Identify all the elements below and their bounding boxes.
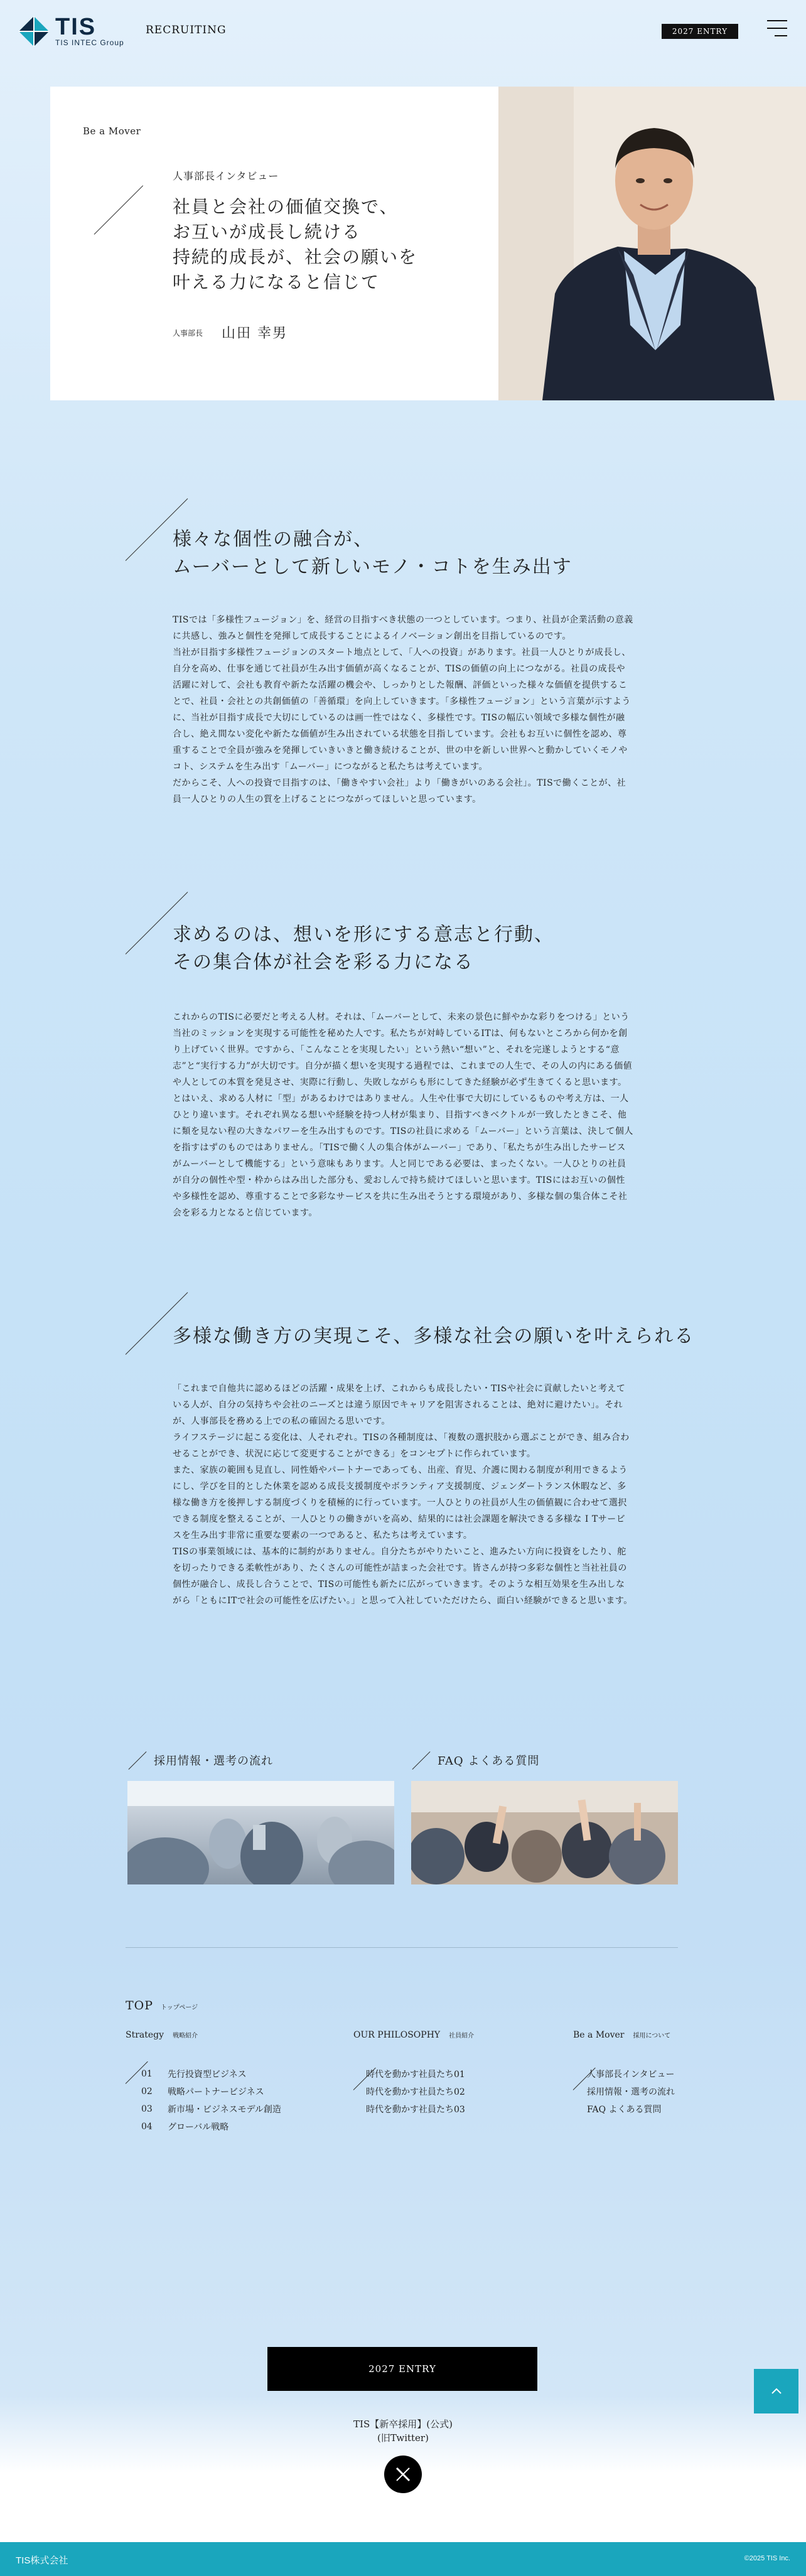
twitter-label-line: TIS【新卒採用】(公式) [353,2418,453,2430]
section-title-line: ムーバーとして新しいモノ・コトを生み出す [173,556,572,578]
footer-nav-philosophy[interactable] [353,2030,474,2040]
paragraph: 当社が目指す多様性フュージョンのスタート地点として、「人への投資」があります。社員一人ひとりが成長し、自分を高め、仕事を通じて社員が生み出す価値が高くなることが、TISの価値の向上につながる。社員の成長や活躍に対して、会社も教育や新たな活躍の機会や、しっかりとした報酬、評価といった様々な価値を提供することで、社員・会社との共創価値の「善循環」を向上していきます。「多様性フュージョン」という言葉が示すように、当社が目指す成長で大切にしているのは画一性ではなく、多様性です。TISの幅広い領域で多様な個性が融合し、絶え間ない変化や新たな価値が生み出されている状態を目指しています。会社もお互いに個性を認め、尊重することで全員が強みを発揮していきいきと働き続けることが、世の中を新しい世界へと動かしていくモノやコト、システムを生み出す「ムーバー」につながると私たちは考えています。 [173,648,631,772]
footer [0,2542,806,2576]
nav-strategy-label: Strategy [126,2030,164,2040]
section-body [173,612,634,808]
nav-item-num: 03 [141,2104,153,2114]
divider [126,1947,678,1948]
nav-mover-label: Be a Mover [573,2030,625,2040]
footer-nav-top[interactable] [126,1999,198,2012]
hero-title-line: 社員と会社の価値交換で、 [173,196,399,217]
section-body [173,1381,634,1609]
logo-text: TIS [55,14,97,40]
tis-logo-icon [18,15,50,48]
footer-nav-strategy[interactable] [126,2030,198,2040]
mover-list [587,2065,675,2118]
nav-strategy-sub: 戦略紹介 [173,2033,198,2039]
nav-top-sub: トップページ [161,2004,198,2011]
paragraph: TISの事業領域には、基本的に制約がありません。自分たちがやりたいこと、進みたい方向に投資をしたり、舵を切ったりできる柔軟性があり、たくさんの可能性が詰まった会社です。皆さんが持つ多彩な個性と当社社員の個性が融合し、成長し合うことで、TISの可能性も新たに広がっていきます。そのような相互効果を生み出しながら「ともにITで社会の可能性を広げたい。」と思って入社していただけたら、面白い経験ができると思います。 [173,1547,633,1606]
card-label: FAQ よくある質問 [438,1755,540,1768]
twitter-label-line: (旧Twitter) [377,2432,429,2444]
section-title-line: 多様な働き方の実現こそ、多様な社会の願いを叶えられる [173,1325,695,1347]
card-image [411,1781,678,1884]
paragraph: また、家族の範囲も見直し、同性婚やパートナーであっても、出産、育児、介護に関わる制度が利用できるようにし、学びを目的とした休業を認める成長支援制度やボランティア支援制度、ジェンダートランス休暇など、多様な働き方を後押しする制度づくりを積極的に行っています。一人ひとりの社員が人生の価値観に合わせて選択できる制度を整えることが、一人ひとりの働きがいを高め、結果的には社会課題を解決できる多様な I Tサービスを生み出す非常に重要な要素の一つであると、私たちは考えています。 [173,1465,628,1541]
card-faq[interactable] [411,1751,678,1884]
nav-item[interactable] [141,2118,281,2135]
tis-logo[interactable] [18,15,124,48]
nav-item-label: 先行投資型ビジネス [168,2070,247,2080]
recruiting-label[interactable]: RECRUITING [146,24,227,36]
nav-mover-sub: 採用について [633,2033,671,2039]
hero-title-line: 叶える力になると信じて [173,272,380,292]
card-recruitment-flow[interactable] [127,1751,394,1884]
slash-decoration [412,1751,431,1770]
hero-name: 山田 幸男 [222,326,287,341]
entry-button-header[interactable]: 2027 ENTRY [662,24,738,39]
hero-tag: Be a Mover [83,126,141,137]
nav-item[interactable]: 採用情報・選考の流れ [587,2087,675,2097]
twitter-label[interactable] [0,2417,806,2445]
slash-decoration [94,185,143,234]
strategy-list [141,2065,281,2135]
nav-item[interactable]: 時代を動かす社員たち01 [366,2070,465,2080]
paragraph: TISでは「多様性フュージョン」を、経営の目指すべき状態の一つとしています。つまり、社員が企業活動の意義に共感し、強みと個性を発揮して成長することによるイノベーション創出を目指しているのです。 [173,615,633,641]
card-image [127,1781,394,1884]
paragraph: ライフステージに起こる変化は、人それぞれ。TISの各種制度は、「複数の選択肢から選ぶことができ、組み合わせることができ、状況に応じて変更することができる」をコンセプトに作られています。 [173,1433,630,1459]
paragraph: とはいえ、求める人材に「型」があるわけではありません。人生や仕事で大切にしているものや考え方は、一人ひとり違います。それぞれ異なる想いや経験を持つ人材が集まり、目指すべきベクトルが一致したときこそ、他に類を見ない程の大きなパワーを生み出すものです。TISの社員に求める「ムーバー」という言葉は、決して個人を指すはずのものではありません。「TISで働く人の集合体がムーバー」であり、「私たちが生み出したサービスがムーバーとして機能する」という意味もあります。人と同じである必要は、まったくない。一人ひとりの社員が自分の個性や型・枠からはみ出した部分も、愛おしんで持ち続けてほしいと思います。TISにはお互いの個性や多様性を認め、尊重することで多彩なサービスを共に生み出そうとする環境があり、多様な個の集合体こそ社会を彩る力となると信じています。 [173,1094,633,1218]
nav-item-num: 01 [141,2069,153,2079]
nav-item-num: 04 [141,2122,153,2132]
nav-top-label: TOP [126,1999,154,2012]
card-label: 採用情報・選考の流れ [154,1755,273,1768]
nav-item[interactable]: FAQ よくある質問 [587,2105,662,2115]
section-title [173,526,572,581]
slash-decoration [129,1751,147,1770]
nav-philosophy-label: OUR PHILOSOPHY [353,2030,441,2040]
nav-philosophy-sub: 社員紹介 [449,2033,475,2039]
footer-copyright: ©2025 TIS Inc. [744,2555,790,2562]
x-twitter-icon[interactable] [384,2456,422,2493]
nav-item[interactable]: 時代を動かす社員たち02 [366,2087,465,2097]
nav-item[interactable] [141,2065,281,2083]
hero [50,87,806,400]
nav-item-label: 新市場・ビジネスモデル創造 [168,2105,281,2115]
hero-role: 人事部長 [173,329,203,338]
menu-icon[interactable] [767,20,787,36]
paragraph: だからこそ、人への投資で目指すのは、「働きやすい会社」より「働きがいのある会社」。TISで働くことが、社員一人ひとりの人生の質を上げることにつながってほしいと思っています。 [173,778,626,804]
hero-label: 人事部長インタビュー [173,170,279,182]
chevron-up-icon [769,2384,784,2399]
nav-item-label: 戦略パートナービジネス [168,2087,264,2097]
section-title [173,921,554,976]
paragraph: 「これまで自他共に認めるほどの活躍・成果を上げ、これからも成長したい・TISや社会に貢献したいと考えている人が、自分の気持ちや会社のニーズとは違う原因でキャリアを阻害されることは、絶対に避けたい」。それが、人事部長を務める上での私の確固たる思いです。 [173,1384,626,1426]
philosophy-list [366,2065,465,2118]
nav-item[interactable]: 時代を動かす社員たち03 [366,2105,465,2115]
paragraph: これからのTISに必要だと考える人材。それは、「ムーバーとして、未来の景色に鮮やかな彩りをつける」という当社のミッションを実現する可能性を秘めた人です。私たちが対峙しているITは、何もないところから何かを創り上げていく世界。ですから、「こんなことを実現したい」という熱い“想い”と、それを完遂しようとする“意志”と“実行する力”が大切です。自分が描く想いを実現する過程では、これまでの人生で、その人の内にある価値や人としての本質を発見させ、実際に行動し、失敗しながらも形にしてきた経験が必ず生きてくると思います。 [173,1012,633,1088]
section-title-line: その集合体が社会を彩る力になる [173,951,474,973]
nav-item-num: 02 [141,2087,153,2097]
nav-item[interactable] [141,2083,281,2100]
hero-title-line: お互いが成長し続ける [173,222,362,242]
section-title [173,1323,694,1350]
hero-title-line: 持続的成長が、社会の願いを [173,247,418,267]
section-title-line: 求めるのは、想いを形にする意志と行動、 [173,924,554,946]
nav-item[interactable]: 人事部長インタビュー [587,2070,675,2080]
nav-item[interactable] [141,2100,281,2118]
logo-subtext: TIS INTEC Group [55,38,124,47]
header [0,0,806,63]
back-to-top-button[interactable] [754,2369,798,2413]
footer-nav-mover[interactable] [573,2030,670,2040]
section-title-line: 様々な個性の融合が、 [173,528,373,550]
entry-button[interactable]: 2027 ENTRY [267,2347,537,2391]
hero-title [173,195,417,295]
section-body [173,1009,634,1221]
interviewee-photo [498,87,806,400]
nav-item-label: グローバル戦略 [168,2122,229,2132]
footer-company[interactable]: TIS株式会社 [16,2555,68,2566]
